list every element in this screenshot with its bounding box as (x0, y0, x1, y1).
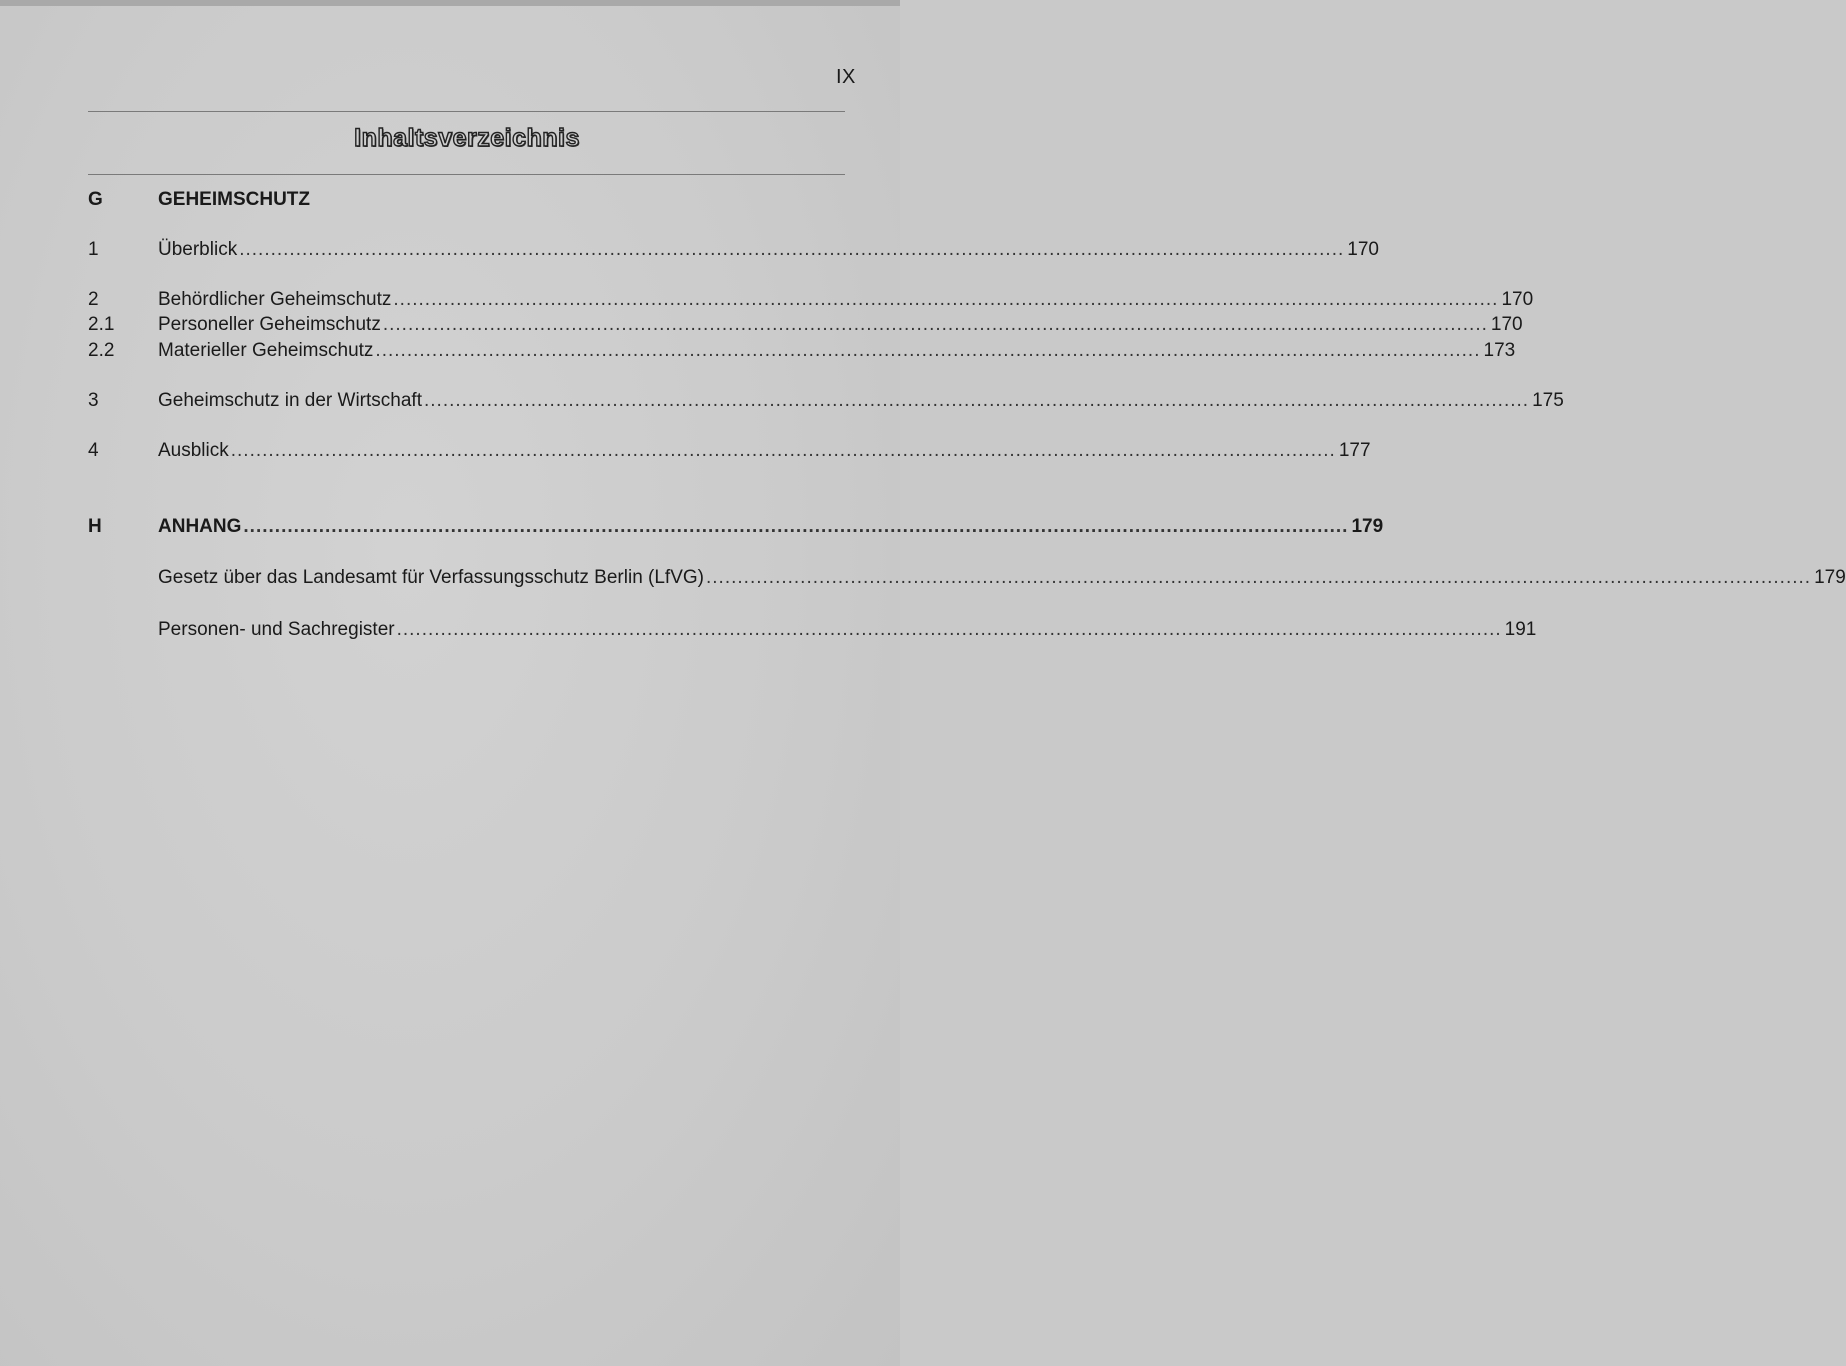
dot-leader: ................................................................................................................................................................................ (706, 567, 1812, 588)
dot-leader: ................................................................................................................................................................................ (230, 440, 1336, 461)
toc-entry[interactable] (88, 312, 1523, 338)
toc-entry-label: Überblick (158, 239, 238, 260)
toc-entry-number: 2.2 (88, 340, 115, 361)
toc-entry-page: 179 (1814, 567, 1846, 588)
toc-entry[interactable] (88, 388, 1564, 414)
section-letter: H (88, 516, 102, 537)
toc-entry-page: 170 (1490, 314, 1523, 335)
dot-leader: ................................................................................................................................................................................ (375, 340, 1481, 361)
toc-entry-label: Personen- und Sachregister (158, 619, 395, 640)
toc-entry-label: Personeller Geheimschutz (158, 314, 381, 335)
toc-entry[interactable] (88, 237, 1379, 263)
toc-entry-number: 3 (88, 390, 99, 411)
toc-entry-label: Materieller Geheimschutz (158, 340, 374, 361)
toc-entry-page: 175 (1532, 390, 1564, 411)
toc-entry-number: 1 (88, 239, 99, 260)
toc-entry-number: 4 (88, 440, 99, 461)
toc-entry[interactable] (88, 617, 1537, 643)
dot-leader: ................................................................................................................................................................................ (382, 314, 1488, 335)
dot-leader: ................................................................................................................................................................................ (239, 239, 1345, 260)
toc-entry-page: 170 (1501, 289, 1534, 310)
section-letter: G (88, 189, 103, 210)
page-title: Inhaltsverzeichnis (354, 124, 580, 152)
section-heading-g (88, 187, 867, 213)
toc-entry-page: 191 (1504, 619, 1537, 640)
toc-entry[interactable] (88, 287, 1534, 313)
title-rule-bottom (88, 174, 845, 175)
dot-leader: ................................................................................................................................................................................ (396, 619, 1502, 640)
section-title: ANHANG (158, 516, 242, 537)
page-number: IX (836, 66, 856, 88)
section-title: GEHEIMSCHUTZ (158, 189, 310, 210)
toc-entry-page: 173 (1483, 340, 1516, 361)
toc-entry-page: 170 (1347, 239, 1379, 260)
toc-entry-page: 177 (1338, 440, 1371, 461)
dot-leader: ................................................................................................................................................................................ (423, 390, 1530, 411)
scan-edge (0, 0, 900, 6)
section-page: 179 (1351, 516, 1384, 537)
toc-entry-label: Geheimschutz in der Wirtschaft (158, 390, 422, 411)
toc-entry-label: Behördlicher Geheimschutz (158, 289, 392, 310)
toc-entry-label: Gesetz über das Landesamt für Verfassungsschutz Berlin (LfVG) (158, 567, 704, 588)
toc-entry-label: Ausblick (158, 440, 229, 461)
toc-entry[interactable] (88, 565, 1846, 591)
toc-entry-number: 2.1 (88, 314, 115, 335)
dot-leader: ................................................................................................................................................................................ (393, 289, 1499, 310)
toc-entry[interactable] (88, 338, 1516, 364)
toc-entry-number: 2 (88, 289, 99, 310)
section-heading-h[interactable] (88, 514, 1384, 540)
toc-entry[interactable] (88, 438, 1371, 464)
dot-leader: ................................................................................................................................................................................ (243, 516, 1349, 537)
title-rule-top (88, 111, 845, 112)
